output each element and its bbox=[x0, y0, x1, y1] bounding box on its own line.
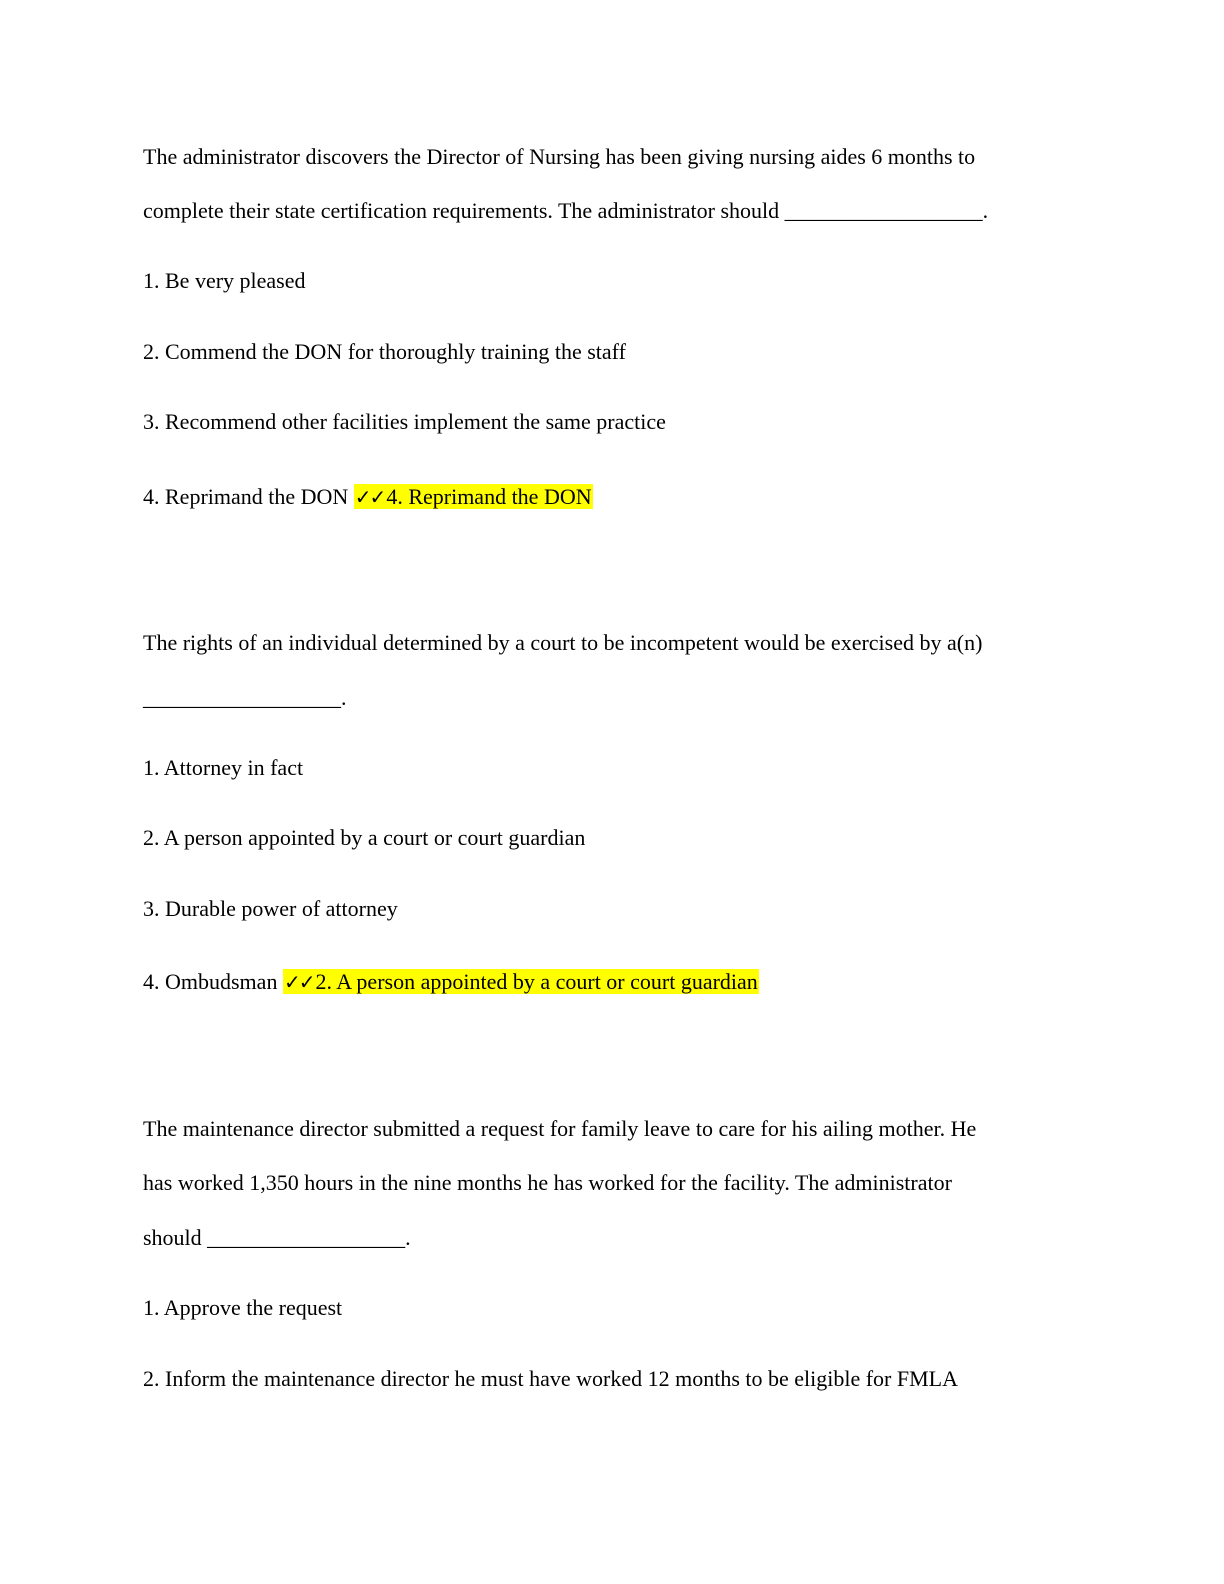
check-mark-icon: ✓✓ bbox=[354, 485, 385, 509]
question-2-option-2: 2. A person appointed by a court or court guardian bbox=[143, 825, 586, 850]
question-2-stem-line-1: The rights of an individual determined by a court to be incompetent would be exercised by a(n) bbox=[143, 630, 983, 655]
question-1-answer: 4. Reprimand the DON bbox=[386, 484, 592, 509]
question-1-stem-line-2: complete their state certification requirements. The administrator should __________________. bbox=[143, 198, 989, 223]
question-1-answer-highlight bbox=[354, 484, 593, 509]
question-1-option-1: 1. Be very pleased bbox=[143, 268, 306, 293]
question-3-stem-line-3: should __________________. bbox=[143, 1225, 411, 1250]
question-3-option-2: 2. Inform the maintenance director he must have worked 12 months to be eligible for FMLA bbox=[143, 1366, 959, 1391]
question-2-option-4: 4. Ombudsman bbox=[143, 969, 278, 994]
question-2-option-4-row bbox=[143, 968, 759, 996]
question-2-answer: 2. A person appointed by a court or court guardian bbox=[315, 969, 758, 994]
question-2-answer-highlight bbox=[283, 969, 759, 994]
question-1-stem-line-1: The administrator discovers the Director of Nursing has been giving nursing aides 6 months to bbox=[143, 144, 976, 169]
question-3-option-1: 1. Approve the request bbox=[143, 1295, 343, 1320]
check-mark-icon: ✓✓ bbox=[283, 970, 314, 994]
question-1-option-4: 4. Reprimand the DON bbox=[143, 484, 349, 509]
question-2-stem-line-2: __________________. bbox=[143, 685, 347, 710]
question-1-option-2: 2. Commend the DON for thoroughly training the staff bbox=[143, 339, 626, 364]
question-2-option-3: 3. Durable power of attorney bbox=[143, 896, 398, 921]
question-3-stem-line-2: has worked 1,350 hours in the nine months he has worked for the facility. The administrator bbox=[143, 1170, 952, 1195]
question-2-option-1: 1. Attorney in fact bbox=[143, 755, 304, 780]
question-1-option-3: 3. Recommend other facilities implement the same practice bbox=[143, 409, 666, 434]
question-1-option-4-row bbox=[143, 483, 593, 511]
question-3-stem-line-1: The maintenance director submitted a request for family leave to care for his ailing mother. He bbox=[143, 1116, 977, 1141]
